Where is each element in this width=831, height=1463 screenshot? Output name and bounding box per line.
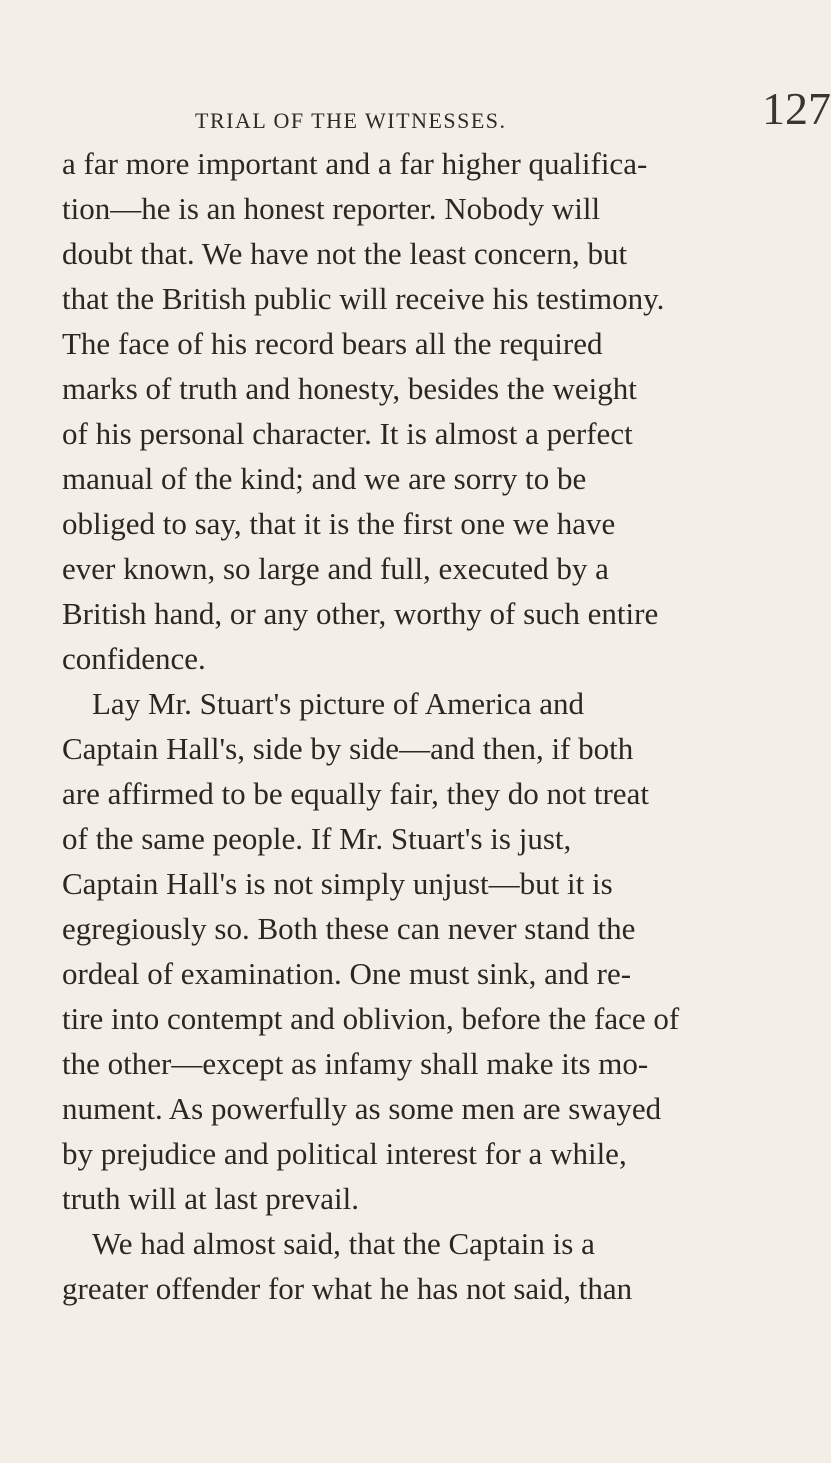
paragraph-start-line: We had almost said, that the Captain is a [92,1226,595,1261]
text-line: Captain Hall's, side by side—and then, if both [62,731,634,766]
text-line: a far more important and a far higher qualifica- [62,146,648,181]
text-line: tion—he is an honest reporter. Nobody will [62,191,601,226]
text-line: the other—except as infamy shall make its mo- [62,1046,649,1081]
text-line: of the same people. If Mr. Stuart's is just, [62,821,572,856]
text-line: marks of truth and honesty, besides the weight [62,371,637,406]
page-number: 127 [762,83,831,134]
text-line: The face of his record bears all the required [62,326,603,361]
text-line: egregiously so. Both these can never stand the [62,911,636,946]
text-line: doubt that. We have not the least concern, but [62,236,628,271]
text-line: British hand, or any other, worthy of such entire [62,596,659,631]
text-line: greater offender for what he has not said, than [62,1271,633,1306]
text-line: are affirmed to be equally fair, they do not treat [62,776,649,811]
text-line: that the British public will receive his testimony. [62,281,665,316]
text-line: by prejudice and political interest for a while, [62,1136,627,1171]
text-line: obliged to say, that it is the first one we have [62,506,616,541]
paragraph-start-line: Lay Mr. Stuart's picture of America and [92,686,584,721]
text-line: ever known, so large and full, executed by a [62,551,609,586]
running-head: TRIAL OF THE WITNESSES. [195,108,507,133]
text-line: truth will at last prevail. [62,1181,360,1216]
text-line: Captain Hall's is not simply unjust—but it is [62,866,613,901]
text-line: of his personal character. It is almost a perfect [62,416,633,451]
text-line: confidence. [62,641,206,676]
text-line: tire into contempt and oblivion, before the face of [62,1001,680,1036]
text-line: ordeal of examination. One must sink, and re- [62,956,632,991]
text-line: nument. As powerfully as some men are swayed [62,1091,662,1126]
text-line: manual of the kind; and we are sorry to be [62,461,587,496]
